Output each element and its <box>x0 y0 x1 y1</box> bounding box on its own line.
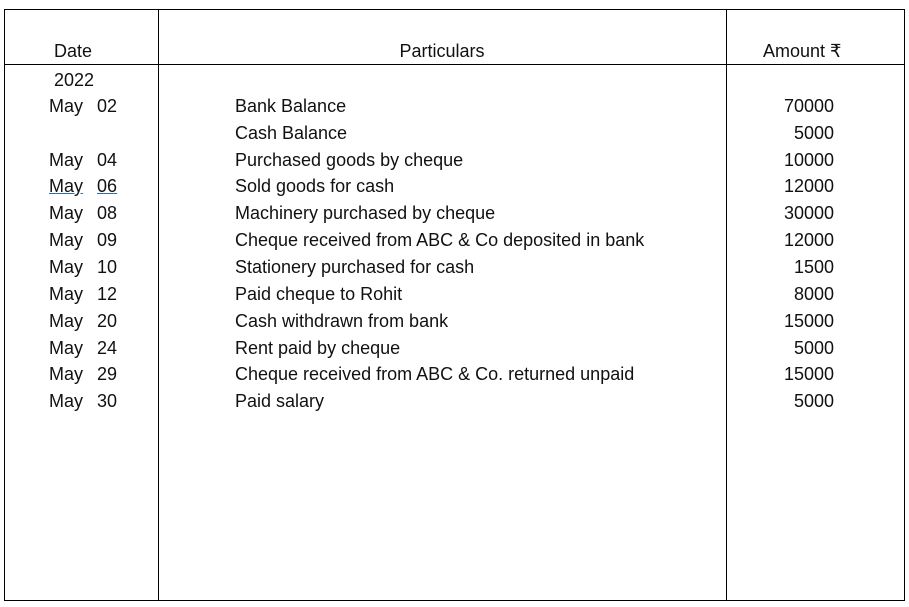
date-cell <box>49 338 117 358</box>
date-day: 12 <box>97 284 118 304</box>
amount-cell: 5000 <box>793 338 834 358</box>
particulars-cell: Cash Balance <box>235 123 348 143</box>
date-cell <box>49 230 117 250</box>
date-month: May <box>49 391 84 411</box>
date-day: 24 <box>97 338 118 358</box>
date-cell <box>49 150 117 170</box>
particulars-cell: Stationery purchased for cash <box>235 257 475 277</box>
date-month: May <box>49 257 84 277</box>
date-day: 29 <box>97 364 118 384</box>
date-day: 08 <box>97 203 118 223</box>
amount-cell: 10000 <box>783 150 834 170</box>
date-day: 30 <box>97 391 118 411</box>
date-month: May <box>49 176 84 196</box>
amount-cell: 8000 <box>793 284 834 304</box>
date-cell <box>49 391 117 411</box>
date-day: 06 <box>97 176 118 196</box>
amount-cell: 15000 <box>783 311 834 331</box>
date-month: May <box>49 203 84 223</box>
date-day: 02 <box>97 96 118 116</box>
date-cell <box>49 203 117 223</box>
amount-cell: 15000 <box>783 364 834 384</box>
table-row <box>5 338 906 365</box>
date-month: May <box>49 150 84 170</box>
amount-cell: 5000 <box>793 123 834 143</box>
date-day: 10 <box>97 257 118 277</box>
table-row <box>5 203 906 230</box>
date-cell <box>49 311 117 331</box>
particulars-cell: Purchased goods by cheque <box>235 150 464 170</box>
table-row <box>5 364 906 391</box>
particulars-cell: Paid salary <box>235 391 325 411</box>
date-cell <box>49 364 117 384</box>
amount-cell: 12000 <box>783 230 834 250</box>
table-row <box>5 123 906 150</box>
table-row <box>5 230 906 257</box>
table-row <box>5 311 906 338</box>
particulars-cell: Paid cheque to Rohit <box>235 284 403 304</box>
date-month: May <box>49 96 84 116</box>
table-row <box>5 284 906 311</box>
particulars-cell: Machinery purchased by cheque <box>235 203 496 223</box>
table-row <box>5 257 906 284</box>
date-cell <box>49 123 97 143</box>
table-row <box>5 96 906 123</box>
amount-cell: 5000 <box>793 391 834 411</box>
date-month: May <box>49 364 84 384</box>
header-amount: Amount ₹ <box>763 41 842 61</box>
table-row <box>5 150 906 177</box>
date-month: May <box>49 311 84 331</box>
date-month: May <box>49 284 84 304</box>
date-month: May <box>49 338 84 358</box>
particulars-cell: Sold goods for cash <box>235 176 395 196</box>
amount-cell: 1500 <box>793 257 834 277</box>
particulars-cell: Cheque received from ABC & Co. returned unpaid <box>235 364 635 384</box>
table-row <box>5 391 906 418</box>
amount-cell: 30000 <box>783 203 834 223</box>
date-day: 20 <box>97 311 118 331</box>
header-date: Date <box>54 41 93 61</box>
date-cell <box>49 257 117 277</box>
particulars-cell: Rent paid by cheque <box>235 338 401 358</box>
header-divider <box>5 64 904 65</box>
date-cell <box>49 284 117 304</box>
date-cell <box>49 176 117 196</box>
table-row <box>5 176 906 203</box>
amount-cell: 70000 <box>783 96 834 116</box>
amount-cell: 12000 <box>783 176 834 196</box>
date-day: 09 <box>97 230 118 250</box>
date-month: May <box>49 230 84 250</box>
ledger-table <box>4 9 905 601</box>
date-cell <box>49 96 117 116</box>
particulars-cell: Cash withdrawn from bank <box>235 311 449 331</box>
particulars-cell: Cheque received from ABC & Co deposited in bank <box>235 230 645 250</box>
date-day: 04 <box>97 150 118 170</box>
particulars-cell: Bank Balance <box>235 96 347 116</box>
year-label: 2022 <box>54 70 95 90</box>
header-particulars: Particulars <box>399 41 485 61</box>
